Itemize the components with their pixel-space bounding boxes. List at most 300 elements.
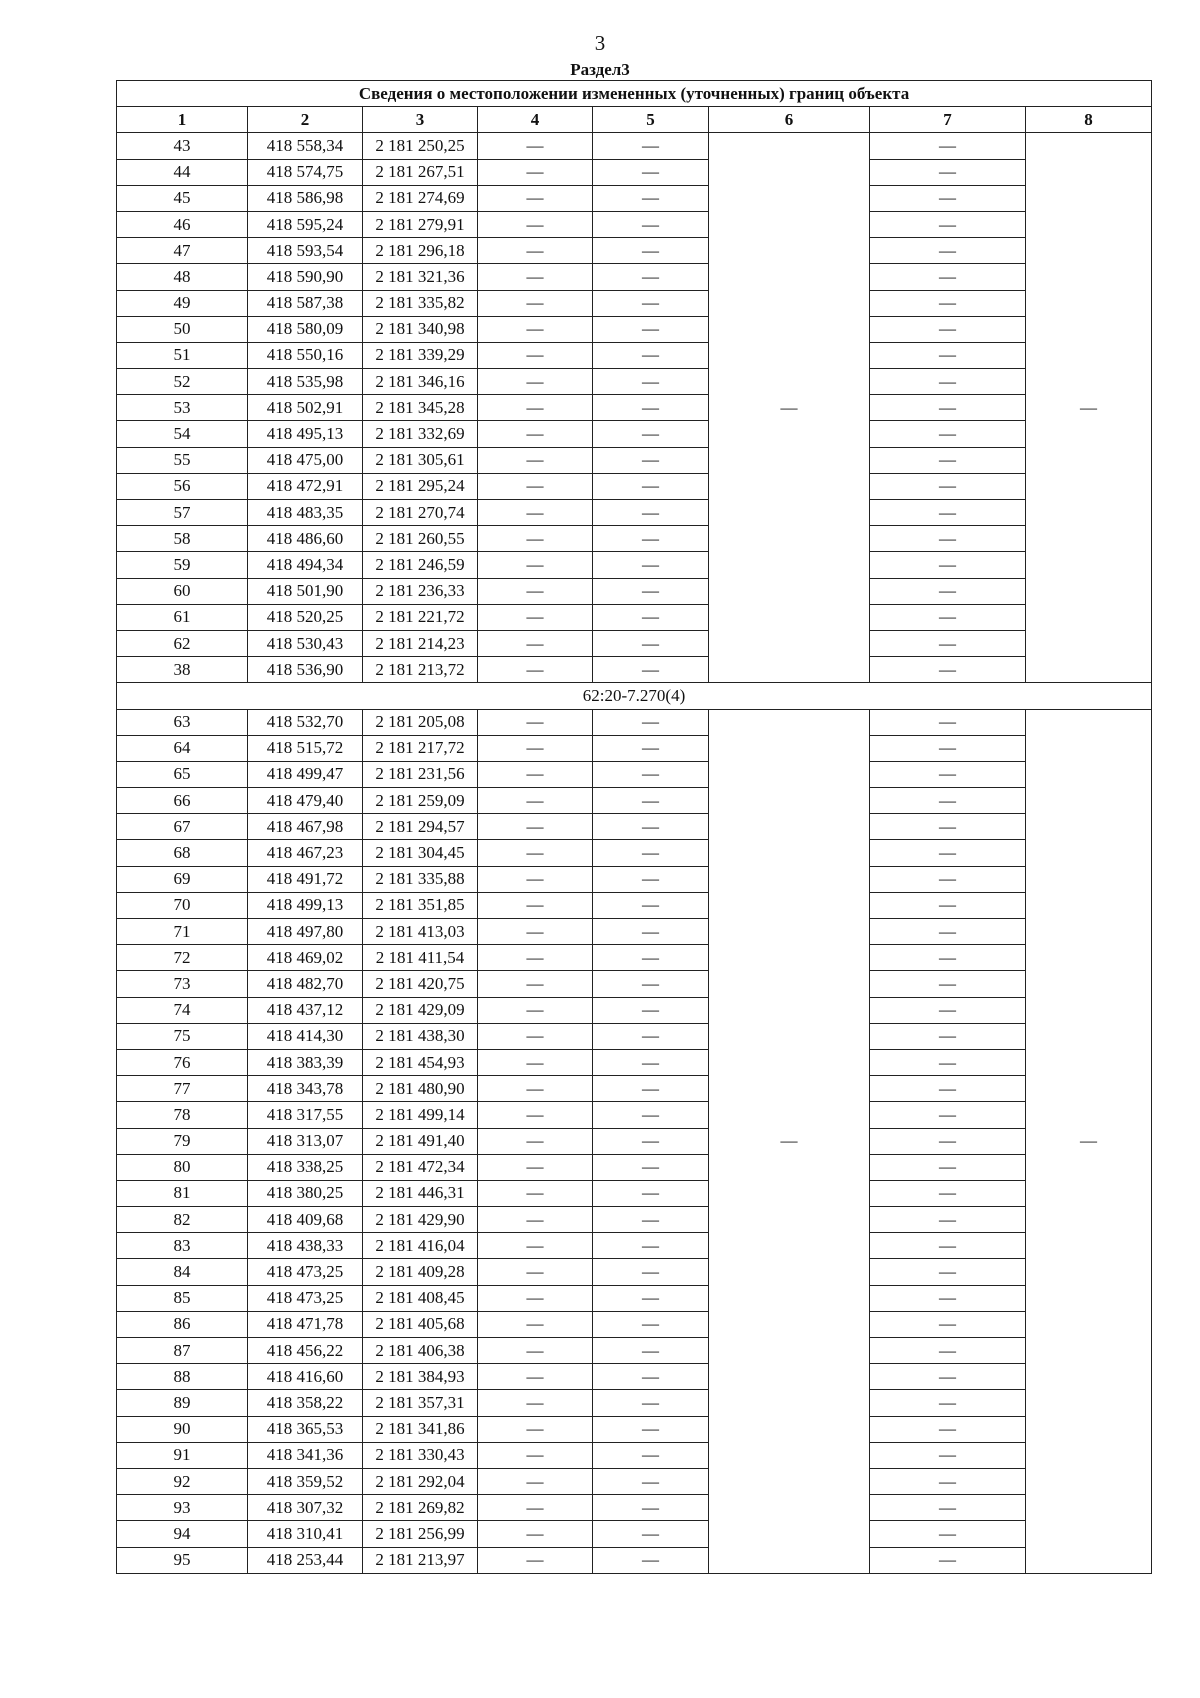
coordinate-y: 2 181 339,29 [363, 342, 478, 368]
coordinate-y: 2 181 409,28 [363, 1259, 478, 1285]
col5-value: — [593, 630, 709, 656]
coordinate-y: 2 181 250,25 [363, 133, 478, 159]
col7-value: — [870, 500, 1026, 526]
col7-value: — [870, 945, 1026, 971]
table-row [117, 1076, 1152, 1102]
coordinate-x: 418 535,98 [248, 369, 363, 395]
point-number: 52 [117, 369, 248, 395]
coordinate-x: 418 499,13 [248, 892, 363, 918]
col4-value: — [478, 185, 593, 211]
table-row [117, 761, 1152, 787]
table-row [117, 788, 1152, 814]
col7-value: — [870, 473, 1026, 499]
coordinate-x: 418 469,02 [248, 945, 363, 971]
col7-value: — [870, 814, 1026, 840]
point-number: 80 [117, 1154, 248, 1180]
col5-value: — [593, 369, 709, 395]
col4-value: — [478, 1023, 593, 1049]
col5-value: — [593, 788, 709, 814]
col4-value: — [478, 1233, 593, 1259]
coordinate-y: 2 181 305,61 [363, 447, 478, 473]
coordinate-y: 2 181 269,82 [363, 1495, 478, 1521]
point-number: 79 [117, 1128, 248, 1154]
col4-value: — [478, 1128, 593, 1154]
col4-value: — [478, 1154, 593, 1180]
table-row [117, 552, 1152, 578]
col8-merged-value: — [1026, 709, 1152, 1573]
point-number: 50 [117, 316, 248, 342]
col4-value: — [478, 945, 593, 971]
coordinate-x: 418 472,91 [248, 473, 363, 499]
coordinate-x: 418 530,43 [248, 630, 363, 656]
table-caption-row [117, 81, 1152, 107]
col7-value: — [870, 342, 1026, 368]
col4-value: — [478, 761, 593, 787]
col7-value: — [870, 1180, 1026, 1206]
col7-value: — [870, 1390, 1026, 1416]
col7-value: — [870, 761, 1026, 787]
col5-value: — [593, 1102, 709, 1128]
col5-value: — [593, 945, 709, 971]
coordinate-x: 418 482,70 [248, 971, 363, 997]
col4-value: — [478, 264, 593, 290]
col7-value: — [870, 316, 1026, 342]
col5-value: — [593, 1338, 709, 1364]
point-number: 85 [117, 1285, 248, 1311]
table-row [117, 1338, 1152, 1364]
col7-value: — [870, 1285, 1026, 1311]
point-number: 66 [117, 788, 248, 814]
col5-value: — [593, 1547, 709, 1573]
table-row [117, 1364, 1152, 1390]
col7-value: — [870, 1311, 1026, 1337]
col7-value: — [870, 1468, 1026, 1494]
table-row [117, 997, 1152, 1023]
col5-value: — [593, 1233, 709, 1259]
table-row [117, 1390, 1152, 1416]
point-number: 49 [117, 290, 248, 316]
col4-value: — [478, 552, 593, 578]
coordinate-y: 2 181 340,98 [363, 316, 478, 342]
col4-value: — [478, 971, 593, 997]
col4-value: — [478, 133, 593, 159]
col5-value: — [593, 1442, 709, 1468]
col5-value: — [593, 1285, 709, 1311]
group-header-row [117, 683, 1152, 709]
coordinate-x: 418 532,70 [248, 709, 363, 735]
col7-value: — [870, 1259, 1026, 1285]
coordinate-y: 2 181 351,85 [363, 892, 478, 918]
col5-value: — [593, 1180, 709, 1206]
point-number: 45 [117, 185, 248, 211]
col5-value: — [593, 1049, 709, 1075]
group-label: 62:20-7.270(4) [117, 683, 1152, 709]
col7-value: — [870, 1128, 1026, 1154]
coordinate-y: 2 181 267,51 [363, 159, 478, 185]
table-row [117, 1154, 1152, 1180]
col7-value: — [870, 866, 1026, 892]
point-number: 87 [117, 1338, 248, 1364]
point-number: 54 [117, 421, 248, 447]
coordinate-x: 418 358,22 [248, 1390, 363, 1416]
col7-value: — [870, 526, 1026, 552]
col4-value: — [478, 919, 593, 945]
point-number: 38 [117, 657, 248, 683]
table-row [117, 421, 1152, 447]
col4-value: — [478, 342, 593, 368]
coordinate-x: 418 341,36 [248, 1442, 363, 1468]
point-number: 89 [117, 1390, 248, 1416]
col7-value: — [870, 1364, 1026, 1390]
col5-value: — [593, 316, 709, 342]
col4-value: — [478, 1285, 593, 1311]
coordinate-y: 2 181 413,03 [363, 919, 478, 945]
col5-value: — [593, 1416, 709, 1442]
col4-value: — [478, 1076, 593, 1102]
col5-value: — [593, 866, 709, 892]
col7-value: — [870, 447, 1026, 473]
col8-merged-value: — [1026, 133, 1152, 683]
coordinate-y: 2 181 231,56 [363, 761, 478, 787]
coordinate-x: 418 467,98 [248, 814, 363, 840]
coordinate-x: 418 456,22 [248, 1338, 363, 1364]
col7-value: — [870, 185, 1026, 211]
table-row [117, 526, 1152, 552]
section-title: Раздел3 [570, 60, 630, 79]
point-number: 90 [117, 1416, 248, 1442]
point-number: 70 [117, 892, 248, 918]
coordinate-x: 418 438,33 [248, 1233, 363, 1259]
col7-value: — [870, 552, 1026, 578]
col4-value: — [478, 290, 593, 316]
col4-value: — [478, 1180, 593, 1206]
col7-value: — [870, 211, 1026, 237]
coordinate-y: 2 181 491,40 [363, 1128, 478, 1154]
table-row [117, 500, 1152, 526]
point-number: 93 [117, 1495, 248, 1521]
coordinate-y: 2 181 446,31 [363, 1180, 478, 1206]
point-number: 68 [117, 840, 248, 866]
col5-value: — [593, 159, 709, 185]
col5-value: — [593, 447, 709, 473]
col7-value: — [870, 709, 1026, 735]
coordinate-y: 2 181 341,86 [363, 1416, 478, 1442]
col7-value: — [870, 840, 1026, 866]
coordinate-x: 418 343,78 [248, 1076, 363, 1102]
table-row [117, 1416, 1152, 1442]
col4-value: — [478, 1259, 593, 1285]
coordinate-y: 2 181 420,75 [363, 971, 478, 997]
coordinate-y: 2 181 438,30 [363, 1023, 478, 1049]
coordinate-y: 2 181 274,69 [363, 185, 478, 211]
coordinate-y: 2 181 279,91 [363, 211, 478, 237]
coordinate-y: 2 181 292,04 [363, 1468, 478, 1494]
col4-value: — [478, 421, 593, 447]
table-row [117, 945, 1152, 971]
col5-value: — [593, 211, 709, 237]
coordinate-x: 418 495,13 [248, 421, 363, 447]
coordinate-y: 2 181 259,09 [363, 788, 478, 814]
table-row [117, 735, 1152, 761]
col7-value: — [870, 1154, 1026, 1180]
col5-value: — [593, 709, 709, 735]
col7-value: — [870, 578, 1026, 604]
coordinate-x: 418 536,90 [248, 657, 363, 683]
coordinate-y: 2 181 332,69 [363, 421, 478, 447]
coordinate-y: 2 181 406,38 [363, 1338, 478, 1364]
col7-value: — [870, 1442, 1026, 1468]
point-number: 65 [117, 761, 248, 787]
col7-value: — [870, 657, 1026, 683]
col5-value: — [593, 133, 709, 159]
col4-value: — [478, 1442, 593, 1468]
col5-value: — [593, 761, 709, 787]
col4-value: — [478, 814, 593, 840]
column-number: 6 [709, 107, 870, 133]
col4-value: — [478, 578, 593, 604]
coordinate-x: 418 590,90 [248, 264, 363, 290]
table-row [117, 290, 1152, 316]
col7-value: — [870, 1233, 1026, 1259]
point-number: 59 [117, 552, 248, 578]
col5-value: — [593, 971, 709, 997]
table-row [117, 630, 1152, 656]
col4-value: — [478, 1311, 593, 1337]
point-number: 72 [117, 945, 248, 971]
coordinate-x: 418 475,00 [248, 447, 363, 473]
point-number: 71 [117, 919, 248, 945]
boundary-coordinates-table [116, 80, 1152, 1574]
col4-value: — [478, 604, 593, 630]
coordinate-x: 418 471,78 [248, 1311, 363, 1337]
coordinate-y: 2 181 429,90 [363, 1207, 478, 1233]
col5-value: — [593, 526, 709, 552]
col7-value: — [870, 1207, 1026, 1233]
coordinate-y: 2 181 246,59 [363, 552, 478, 578]
point-number: 58 [117, 526, 248, 552]
point-number: 48 [117, 264, 248, 290]
col5-value: — [593, 395, 709, 421]
table-row [117, 369, 1152, 395]
coordinate-x: 418 595,24 [248, 211, 363, 237]
coordinate-y: 2 181 270,74 [363, 500, 478, 526]
col4-value: — [478, 788, 593, 814]
col5-value: — [593, 1259, 709, 1285]
table-caption: Сведения о местоположении измененных (уточненных) границ объекта [117, 81, 1152, 107]
col5-value: — [593, 1128, 709, 1154]
col5-value: — [593, 997, 709, 1023]
coordinate-x: 418 497,80 [248, 919, 363, 945]
col5-value: — [593, 578, 709, 604]
col5-value: — [593, 604, 709, 630]
table-row [117, 1259, 1152, 1285]
coordinate-x: 418 499,47 [248, 761, 363, 787]
coordinate-x: 418 383,39 [248, 1049, 363, 1075]
coordinate-y: 2 181 384,93 [363, 1364, 478, 1390]
coordinate-x: 418 365,53 [248, 1416, 363, 1442]
col7-value: — [870, 788, 1026, 814]
col5-value: — [593, 185, 709, 211]
col7-value: — [870, 133, 1026, 159]
column-number: 5 [593, 107, 709, 133]
table-row [117, 1468, 1152, 1494]
table-row [117, 1049, 1152, 1075]
table-row [117, 395, 1152, 421]
coordinate-y: 2 181 295,24 [363, 473, 478, 499]
coordinate-x: 418 473,25 [248, 1285, 363, 1311]
coordinate-x: 418 580,09 [248, 316, 363, 342]
col5-value: — [593, 552, 709, 578]
point-number: 84 [117, 1259, 248, 1285]
table-row [117, 814, 1152, 840]
coordinate-y: 2 181 221,72 [363, 604, 478, 630]
coordinate-x: 418 416,60 [248, 1364, 363, 1390]
col5-value: — [593, 1311, 709, 1337]
coordinate-y: 2 181 454,93 [363, 1049, 478, 1075]
point-number: 67 [117, 814, 248, 840]
col4-value: — [478, 211, 593, 237]
col7-value: — [870, 604, 1026, 630]
point-number: 55 [117, 447, 248, 473]
point-number: 46 [117, 211, 248, 237]
col4-value: — [478, 1049, 593, 1075]
table-row [117, 447, 1152, 473]
coordinate-x: 418 491,72 [248, 866, 363, 892]
col7-value: — [870, 919, 1026, 945]
col5-value: — [593, 1023, 709, 1049]
table-row [117, 1521, 1152, 1547]
coordinate-y: 2 181 408,45 [363, 1285, 478, 1311]
coordinate-y: 2 181 213,72 [363, 657, 478, 683]
coordinate-x: 418 317,55 [248, 1102, 363, 1128]
point-number: 43 [117, 133, 248, 159]
col5-value: — [593, 500, 709, 526]
col4-value: — [478, 1364, 593, 1390]
coordinate-x: 418 574,75 [248, 159, 363, 185]
coordinate-x: 418 437,12 [248, 997, 363, 1023]
coordinate-y: 2 181 429,09 [363, 997, 478, 1023]
coordinate-x: 418 253,44 [248, 1547, 363, 1573]
col5-value: — [593, 290, 709, 316]
col5-value: — [593, 342, 709, 368]
coordinate-x: 418 587,38 [248, 290, 363, 316]
point-number: 62 [117, 630, 248, 656]
table-row [117, 238, 1152, 264]
coordinate-x: 418 520,25 [248, 604, 363, 630]
point-number: 88 [117, 1364, 248, 1390]
table-row [117, 133, 1152, 159]
col4-value: — [478, 630, 593, 656]
coordinate-x: 418 558,34 [248, 133, 363, 159]
point-number: 92 [117, 1468, 248, 1494]
col5-value: — [593, 1207, 709, 1233]
col7-value: — [870, 290, 1026, 316]
coordinate-x: 418 307,32 [248, 1495, 363, 1521]
point-number: 81 [117, 1180, 248, 1206]
coordinate-x: 418 483,35 [248, 500, 363, 526]
table-row [117, 578, 1152, 604]
coordinate-x: 418 515,72 [248, 735, 363, 761]
coordinate-y: 2 181 405,68 [363, 1311, 478, 1337]
col5-value: — [593, 238, 709, 264]
point-number: 95 [117, 1547, 248, 1573]
point-number: 61 [117, 604, 248, 630]
coordinate-x: 418 550,16 [248, 342, 363, 368]
table-row [117, 1023, 1152, 1049]
column-number: 4 [478, 107, 593, 133]
coordinate-y: 2 181 294,57 [363, 814, 478, 840]
point-number: 75 [117, 1023, 248, 1049]
coordinate-x: 418 473,25 [248, 1259, 363, 1285]
coordinate-y: 2 181 236,33 [363, 578, 478, 604]
col7-value: — [870, 630, 1026, 656]
col7-value: — [870, 159, 1026, 185]
point-number: 74 [117, 997, 248, 1023]
coordinate-x: 418 502,91 [248, 395, 363, 421]
point-number: 53 [117, 395, 248, 421]
point-number: 77 [117, 1076, 248, 1102]
point-number: 82 [117, 1207, 248, 1233]
table-row [117, 316, 1152, 342]
col4-value: — [478, 709, 593, 735]
col7-value: — [870, 1338, 1026, 1364]
coordinate-y: 2 181 330,43 [363, 1442, 478, 1468]
point-number: 47 [117, 238, 248, 264]
col7-value: — [870, 735, 1026, 761]
coordinate-y: 2 181 499,14 [363, 1102, 478, 1128]
column-number: 8 [1026, 107, 1152, 133]
table-row [117, 657, 1152, 683]
col4-value: — [478, 657, 593, 683]
point-number: 60 [117, 578, 248, 604]
col7-value: — [870, 1076, 1026, 1102]
point-number: 69 [117, 866, 248, 892]
col7-value: — [870, 1023, 1026, 1049]
col7-value: — [870, 971, 1026, 997]
col4-value: — [478, 395, 593, 421]
page-number: 3 [594, 31, 606, 55]
coordinate-y: 2 181 335,82 [363, 290, 478, 316]
point-number: 51 [117, 342, 248, 368]
coordinate-y: 2 181 345,28 [363, 395, 478, 421]
coordinate-x: 418 313,07 [248, 1128, 363, 1154]
col4-value: — [478, 1416, 593, 1442]
col5-value: — [593, 421, 709, 447]
col4-value: — [478, 1207, 593, 1233]
col5-value: — [593, 1495, 709, 1521]
table-row [117, 473, 1152, 499]
coordinate-x: 418 380,25 [248, 1180, 363, 1206]
table-row [117, 1128, 1152, 1154]
coordinate-y: 2 181 472,34 [363, 1154, 478, 1180]
col4-value: — [478, 473, 593, 499]
col4-value: — [478, 1390, 593, 1416]
point-number: 91 [117, 1442, 248, 1468]
col7-value: — [870, 892, 1026, 918]
point-number: 76 [117, 1049, 248, 1075]
col5-value: — [593, 919, 709, 945]
col7-value: — [870, 369, 1026, 395]
col5-value: — [593, 892, 709, 918]
table-row [117, 1102, 1152, 1128]
point-number: 73 [117, 971, 248, 997]
table-row [117, 342, 1152, 368]
col4-value: — [478, 1547, 593, 1573]
coordinate-y: 2 181 304,45 [363, 840, 478, 866]
col7-value: — [870, 238, 1026, 264]
col5-value: — [593, 1364, 709, 1390]
point-number: 63 [117, 709, 248, 735]
